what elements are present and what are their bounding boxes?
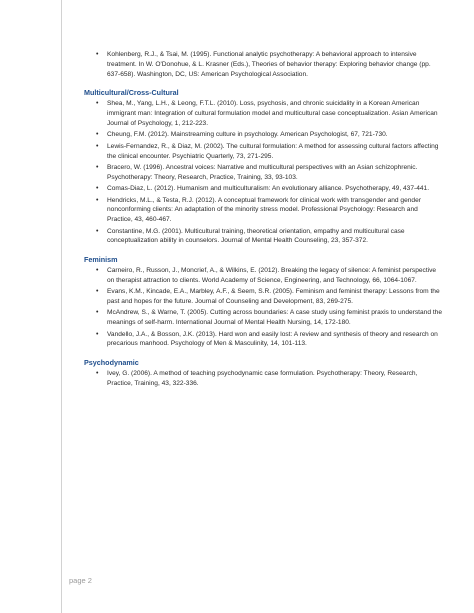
- reference-item: [84, 227, 444, 247]
- reference-text: Evans, K.M., Kincade, E.A., Marbley, A.F., & Seem, S.R. (2005). Feminism and feminist therapy: Lessons from the past and hopes for the future. Journal of Counseling and Development, 83, 269-275.: [107, 288, 440, 306]
- section-heading: Psychodynamic: [84, 358, 139, 368]
- bullet-icon: •: [96, 100, 99, 108]
- reference-text: McAndrew, S., & Warne, T. (2005). Cutting across boundaries: A case study using feminist praxis to understand the meanings of self-harm. International Journal of Mental Health Nursing, 14, 172-180.: [107, 309, 442, 327]
- section-heading: Multicultural/Cross-Cultural: [84, 88, 179, 98]
- reference-item: [84, 130, 444, 140]
- reference-text: Comas-Diaz, L. (2012). Humanism and multiculturalism: An evolutionary alliance. Psychotherapy, 49, 437-441.: [107, 185, 430, 193]
- reference-list-continued: [84, 50, 444, 79]
- reference-text: Vandello, J.A., & Bosson, J.K. (2013). Hard won and easily lost: A review and synthesis of theory and research on precarious manhood. Psychology of Men & Masculinity, 14, 101-113.: [107, 330, 438, 348]
- reference-text: Cheung, F.M. (2012). Mainstreaming culture in psychology. American Psychologist, 67, 721-730.: [107, 131, 388, 139]
- reference-item: [84, 308, 444, 328]
- reference-item: [84, 50, 444, 79]
- reference-text: Shea, M., Yang, L.H., & Leong, F.T.L. (2010). Loss, psychosis, and chronic suicidality in a Korean American immigrant man: Integration of cultural formulation model and multicultural case conceptualization. Asian American Journal of Psychology, 1, 212-223.: [107, 100, 438, 127]
- bullet-icon: •: [96, 196, 99, 204]
- section-psychodynamic: [84, 358, 444, 389]
- reference-list-feminism: [84, 266, 444, 349]
- bullet-icon: •: [96, 370, 99, 378]
- bullet-icon: •: [96, 227, 99, 235]
- bullet-icon: •: [96, 267, 99, 275]
- section-multicultural: [84, 88, 444, 246]
- reference-item: [84, 369, 444, 389]
- reference-item: [84, 99, 444, 128]
- bullet-icon: •: [96, 51, 99, 58]
- reference-text: Kohlenberg, R.J., & Tsai, M. (1995). Functional analytic psychotherapy: A behavioral approach to intensive treatment. In W. O'Donohue, & L. Krasner (Eds.), Theories of behavior therapy: Exploring behavior change (pp. 637-658). Washington, DC, US: American Psychological Association.: [107, 51, 431, 78]
- reference-list-multicultural: [84, 99, 444, 246]
- bullet-icon: •: [96, 163, 99, 171]
- page-number: page 2: [69, 576, 92, 585]
- bullet-icon: •: [96, 288, 99, 296]
- reference-text: Ivey, G. (2006). A method of teaching psychodynamic case formulation. Psychotherapy: Theory, Research, Practice, Training, 43, 322-336.: [107, 370, 418, 388]
- section-feminism: [84, 255, 444, 349]
- section-continued: [84, 50, 444, 79]
- reference-item: [84, 330, 444, 350]
- reference-text: Carneiro, R., Russon, J., Moncrief, A., & Wilkins, E. (2012). Breaking the legacy of silence: A feminist perspective on therapist attraction to clients. World Academy of Science, Engineering, and Technology, 66, 1064-1067.: [107, 267, 437, 284]
- bullet-icon: •: [96, 131, 99, 139]
- bullet-icon: •: [96, 185, 99, 193]
- reference-text: Bracero, W. (1996). Ancestral voices: Narrative and multicultural perspectives with an Asian schizophrenic. Psychotherapy: Theory, Research, Practice, Training, 33, 93-103.: [107, 163, 418, 181]
- reference-item: [84, 266, 444, 286]
- reference-item: [84, 196, 444, 225]
- reference-text: Hendricks, M.L., & Testa, R.J. (2012). A conceptual framework for clinical work with transgender and gender nonconforming clients: An adaptation of the minority stress model. Professional Psychology: Research and Practice, 43, 460-467.: [107, 196, 421, 224]
- bullet-icon: •: [96, 309, 99, 317]
- bullet-icon: •: [96, 330, 99, 338]
- reference-item: [84, 142, 444, 162]
- reference-item: [84, 184, 444, 194]
- reference-item: [84, 287, 444, 307]
- section-heading: Feminism: [84, 255, 118, 265]
- reference-list-psychodynamic: [84, 369, 444, 389]
- reference-item: [84, 163, 444, 183]
- reference-text: Constantine, M.G. (2001). Multicultural training, theoretical orientation, empathy and multicultural case conceptualization ability in counselors. Journal of Mental Health Counseling, 23, 357-372.: [107, 227, 405, 245]
- reference-list: [84, 50, 444, 398]
- reference-text: Lewis-Fernandez, R., & Diaz, M. (2002). The cultural formulation: A method for assessing cultural factors affecting the clinical encounter. Psychiatric Quarterly, 73, 271-295.: [107, 142, 439, 160]
- margin-rule: [61, 0, 62, 613]
- bullet-icon: •: [96, 142, 99, 150]
